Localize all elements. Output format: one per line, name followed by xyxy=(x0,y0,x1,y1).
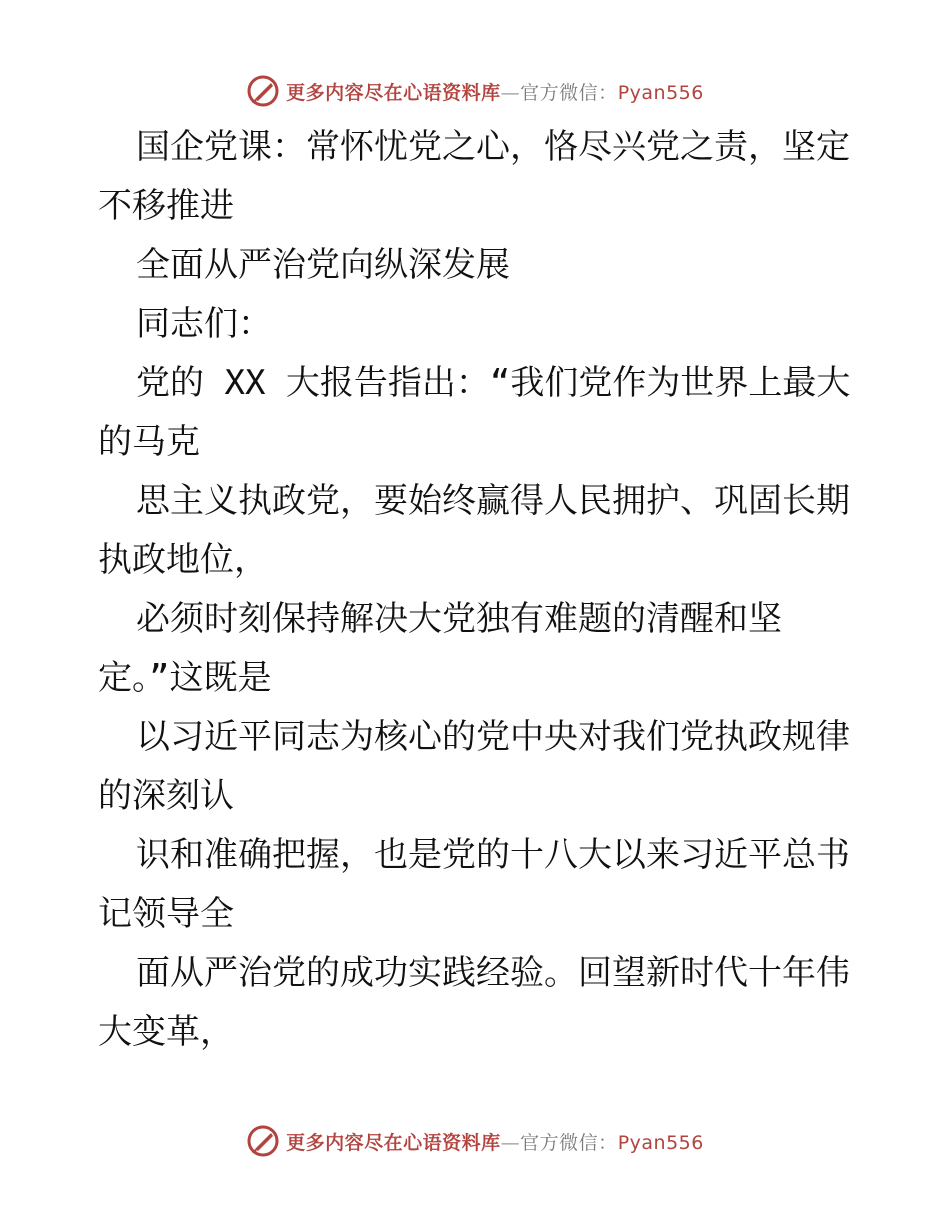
paragraph-line: 大变革， xyxy=(98,1012,234,1052)
paragraph-line: 执政地位， xyxy=(98,540,268,580)
watermark-wechat-id: Pyan556 xyxy=(617,81,704,104)
paragraph-line: 以习近平同志为核心的党中央对我们党执政规律 xyxy=(136,717,850,757)
footer-watermark-text xyxy=(286,1128,704,1155)
watermark-wechat-label: 官方微信： xyxy=(520,1131,618,1154)
paragraph-line: 党的 XX 大报告指出：“我们党作为世界上最大 xyxy=(136,363,851,403)
header-watermark xyxy=(0,71,950,111)
quill-logo-icon xyxy=(246,74,280,108)
watermark-prefix: 更多内容尽在心语资料库 xyxy=(286,81,501,104)
paragraph-line: 国企党课：常怀忧党之心，恪尽兴党之责，坚定 xyxy=(136,127,850,167)
paragraph-line: 不移推进 xyxy=(98,186,234,226)
paragraph-line: 面从严治党的成功实践经验。回望新时代十年伟 xyxy=(136,953,850,993)
watermark-dash: — xyxy=(500,1131,521,1154)
watermark-wechat-id: Pyan556 xyxy=(617,1131,704,1154)
paragraph-line: 识和准确把握，也是党的十八大以来习近平总书 xyxy=(136,835,850,875)
footer-watermark xyxy=(0,1121,950,1161)
watermark-prefix: 更多内容尽在心语资料库 xyxy=(286,1131,501,1154)
watermark-dash: — xyxy=(500,81,521,104)
quill-logo-icon xyxy=(246,1124,280,1158)
paragraph-line: 同志们： xyxy=(136,304,272,344)
document-body xyxy=(98,118,858,1062)
paragraph-line: 的深刻认 xyxy=(98,776,234,816)
paragraph-line: 记领导全 xyxy=(98,894,234,934)
paragraph-line: 的马克 xyxy=(98,422,200,462)
paragraph-line: 必须时刻保持解决大党独有难题的清醒和坚 xyxy=(136,599,782,639)
paragraph-line: 全面从严治党向纵深发展 xyxy=(136,245,510,285)
watermark-wechat-label: 官方微信： xyxy=(520,81,618,104)
paragraph-line: 思主义执政党，要始终赢得人民拥护、巩固长期 xyxy=(136,481,850,521)
header-watermark-text xyxy=(286,78,704,105)
paragraph-line: 定。”这既是 xyxy=(98,658,272,698)
